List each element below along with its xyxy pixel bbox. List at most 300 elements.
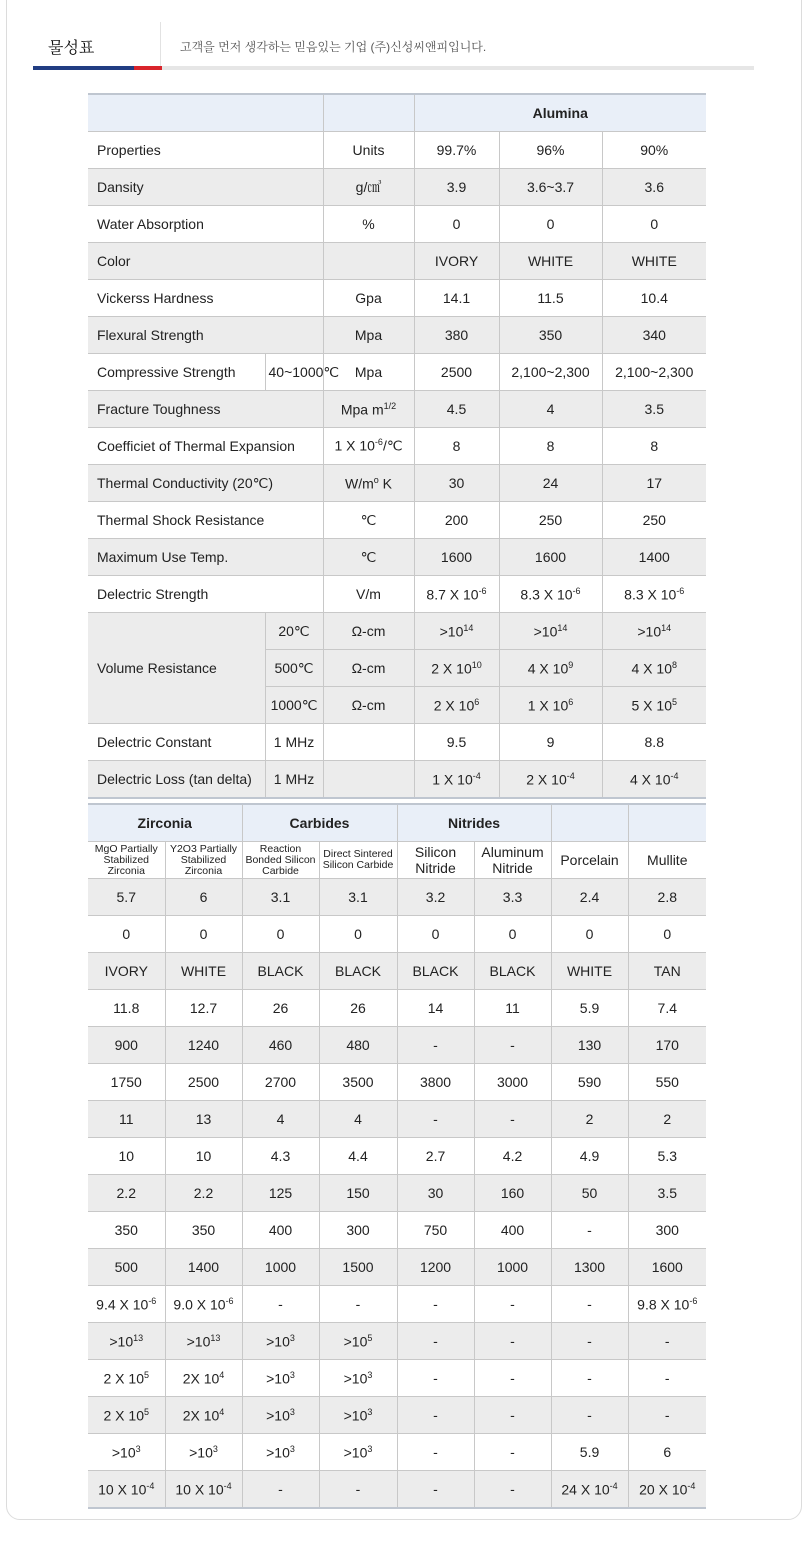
table-row <box>88 761 706 799</box>
value-cell <box>628 1471 706 1509</box>
cell-text: >10 <box>109 1333 134 1350</box>
cell-text: - <box>510 1037 515 1053</box>
value-cell <box>242 1175 319 1212</box>
cell-text: 2.7 <box>425 1148 446 1164</box>
cell-text: Flexural Strength <box>97 327 204 343</box>
cell-text-tail: /℃ <box>382 437 403 454</box>
value-cell <box>551 990 628 1027</box>
unit-cell <box>323 576 414 613</box>
value-cell <box>474 990 551 1027</box>
cell-superscript: 3 <box>289 1332 295 1343</box>
cell-text: 250 <box>538 512 563 528</box>
cell-text: Delectric Constant <box>97 734 212 750</box>
cell-text: 9.8 X 10 <box>637 1296 690 1313</box>
cell-text: Ω-cm <box>351 623 386 639</box>
cell-text: 2X 10 <box>182 1407 220 1424</box>
value-cell <box>414 428 499 465</box>
table-row <box>88 1064 706 1101</box>
cell-text: >10 <box>266 1370 290 1387</box>
material-subheader <box>165 842 242 879</box>
cell-text: 11.5 <box>537 290 564 306</box>
value-cell <box>602 724 706 761</box>
unit-cell <box>323 132 414 169</box>
material-subheader <box>319 842 397 879</box>
value-cell <box>628 1101 706 1138</box>
unit-cell <box>323 724 414 761</box>
cell-superscript: o <box>373 474 379 485</box>
value-cell <box>499 576 602 613</box>
cell-superscript: 6 <box>474 696 480 707</box>
value-cell <box>499 539 602 576</box>
cell-text: 5.9 <box>579 1000 600 1016</box>
value-cell <box>242 1212 319 1249</box>
cell-text: 5.3 <box>657 1148 677 1164</box>
cell-text: 2 X 10 <box>103 1370 144 1387</box>
cell-text: 500℃ <box>274 659 314 676</box>
cell-text: - <box>587 1296 592 1312</box>
value-cell <box>499 724 602 761</box>
value-cell <box>165 953 242 990</box>
cell-text: - <box>587 1370 592 1386</box>
value-cell <box>242 953 319 990</box>
value-cell <box>602 576 706 613</box>
group-header-alumina <box>414 94 706 132</box>
cell-text: 8 <box>650 438 659 454</box>
value-cell <box>628 916 706 953</box>
value-cell <box>414 354 499 391</box>
cell-text: 2,100~2,300 <box>615 364 694 380</box>
value-cell <box>602 317 706 354</box>
value-cell <box>397 1064 474 1101</box>
cell-text: 10 <box>195 1148 212 1164</box>
value-cell <box>499 650 602 687</box>
temperature-cell <box>265 687 323 724</box>
value-cell <box>165 1286 242 1323</box>
value-cell <box>551 1175 628 1212</box>
company-tagline: 고객을 먼저 생각하는 믿음있는 기업 (주)신성씨앤피입니다. <box>180 40 487 54</box>
value-cell <box>165 1101 242 1138</box>
cell-text: 4.2 <box>502 1148 523 1164</box>
cell-superscript: 14 <box>661 622 672 633</box>
value-cell <box>551 1397 628 1434</box>
cell-text: - <box>433 1407 438 1423</box>
cell-text: 1000 <box>496 1259 529 1275</box>
property-label <box>88 132 323 169</box>
cell-text: 125 <box>268 1185 293 1201</box>
value-cell <box>551 1249 628 1286</box>
cell-text: WHITE <box>566 963 613 979</box>
cell-text: 1240 <box>187 1037 220 1053</box>
cell-text: 3.5 <box>644 401 664 417</box>
value-cell <box>242 879 319 916</box>
table-row <box>88 169 706 206</box>
property-label <box>88 354 265 391</box>
cell-text: Alumina <box>532 105 588 121</box>
value-cell <box>319 1175 397 1212</box>
alumina-properties-table <box>88 93 706 799</box>
cell-text: 6 <box>663 1444 672 1460</box>
cell-text: Volume Resistance <box>97 660 217 676</box>
value-cell <box>628 1397 706 1434</box>
table-row <box>88 391 706 428</box>
value-cell <box>165 1212 242 1249</box>
unit-cell <box>323 206 414 243</box>
value-cell <box>474 1397 551 1434</box>
value-cell <box>602 428 706 465</box>
cell-text: BLACK <box>257 963 304 979</box>
table-row <box>88 428 706 465</box>
cell-text: IVORY <box>104 963 148 979</box>
value-cell <box>88 916 165 953</box>
table-header-row <box>88 94 706 132</box>
page-header <box>33 22 754 70</box>
value-cell <box>551 1138 628 1175</box>
value-cell <box>474 1138 551 1175</box>
cell-text: 17 <box>646 475 663 491</box>
underline-red <box>134 66 162 70</box>
property-label <box>88 576 323 613</box>
cell-text: - <box>510 1333 515 1349</box>
value-cell <box>628 1212 706 1249</box>
cell-text: - <box>278 1481 283 1497</box>
value-cell <box>319 1434 397 1471</box>
cell-text: Delectric Loss (tan delta) <box>97 771 252 787</box>
cell-text: - <box>664 1333 670 1349</box>
cell-text: >10 <box>266 1333 290 1350</box>
value-cell <box>414 687 499 724</box>
cell-text: 3.1 <box>270 889 291 905</box>
value-cell <box>414 539 499 576</box>
value-cell <box>319 1212 397 1249</box>
value-cell <box>397 1249 474 1286</box>
cell-text: 2.2 <box>193 1185 214 1201</box>
group-header-zirconia <box>88 804 242 842</box>
value-cell <box>397 1027 474 1064</box>
cell-text: Properties <box>97 142 161 158</box>
table-row <box>88 1471 706 1509</box>
table-row <box>88 953 706 990</box>
value-cell <box>242 1360 319 1397</box>
value-cell <box>165 1323 242 1360</box>
cell-text: 1 X 10 <box>334 437 375 454</box>
cell-text: 2.2 <box>116 1185 136 1201</box>
cell-superscript: -4 <box>609 1480 618 1491</box>
cell-text: 1600 <box>534 549 567 565</box>
cell-text: 0 <box>663 926 672 942</box>
cell-text: Ω-cm <box>351 697 386 713</box>
value-cell <box>242 1064 319 1101</box>
table-row <box>88 576 706 613</box>
cell-text: 1750 <box>110 1074 142 1090</box>
value-cell <box>165 1064 242 1101</box>
value-cell <box>628 1286 706 1323</box>
cell-text: 170 <box>655 1037 679 1053</box>
value-cell <box>242 1434 319 1471</box>
cell-text: 1000 <box>264 1259 297 1275</box>
cell-text: 8.7 X 10 <box>426 586 479 603</box>
value-cell <box>551 953 628 990</box>
cell-text: 1 MHz <box>273 734 315 750</box>
table-row <box>88 1027 706 1064</box>
group-header-carbides <box>242 804 397 842</box>
cell-text: 0 <box>585 926 594 942</box>
value-cell <box>414 761 499 799</box>
cell-text: - <box>510 1444 515 1460</box>
cell-text: 300 <box>346 1222 370 1238</box>
cell-text: % <box>362 216 375 232</box>
temperature-cell <box>265 613 323 650</box>
cell-text: 200 <box>444 512 469 528</box>
cell-text: 550 <box>655 1074 679 1090</box>
cell-superscript: -6 <box>689 1295 698 1306</box>
cell-text: 24 <box>542 475 559 491</box>
cell-text: >10 <box>186 1333 211 1350</box>
cell-text: >10 <box>266 1407 290 1424</box>
unit-cell <box>323 502 414 539</box>
cell-text: 0 <box>546 216 555 232</box>
cell-text: 1400 <box>638 549 670 565</box>
cell-text: 900 <box>114 1037 138 1053</box>
cell-text: 0 <box>122 926 131 942</box>
underline-blue <box>33 66 134 70</box>
value-cell <box>602 354 706 391</box>
value-cell <box>319 1471 397 1509</box>
cell-text: 1 MHz <box>273 771 315 787</box>
value-cell <box>602 502 706 539</box>
cell-text: 0 <box>354 926 362 942</box>
table-row <box>88 502 706 539</box>
value-cell <box>499 243 602 280</box>
value-cell <box>88 953 165 990</box>
table-row <box>88 879 706 916</box>
table-row <box>88 990 706 1027</box>
value-cell <box>628 879 706 916</box>
cell-text: 1300 <box>573 1259 606 1275</box>
cell-text: ℃ <box>360 548 377 565</box>
cell-text: 24 X 10 <box>561 1481 610 1498</box>
cell-text: 300 <box>655 1222 679 1238</box>
cell-text: 2 <box>663 1111 672 1127</box>
cell-text: ℃ <box>360 511 377 528</box>
table-row <box>88 1323 706 1360</box>
cell-text: MgO Partially Stabilized Zirconia <box>94 842 158 877</box>
cell-text: WHITE <box>180 963 227 979</box>
cell-text: 400 <box>500 1222 525 1238</box>
value-cell <box>397 1286 474 1323</box>
cell-text: 50 <box>581 1185 598 1201</box>
material-subheader <box>474 842 551 879</box>
value-cell <box>474 1286 551 1323</box>
value-cell <box>551 879 628 916</box>
cell-text: 14.1 <box>442 290 471 306</box>
cell-text: - <box>433 1296 438 1312</box>
value-cell <box>551 1434 628 1471</box>
value-cell <box>88 1138 165 1175</box>
value-cell <box>551 1064 628 1101</box>
cell-superscript: 3 <box>367 1406 373 1417</box>
value-cell <box>319 916 397 953</box>
value-cell <box>414 650 499 687</box>
value-cell <box>628 953 706 990</box>
value-cell <box>319 1360 397 1397</box>
table-row <box>88 916 706 953</box>
value-cell <box>319 1138 397 1175</box>
value-cell <box>499 132 602 169</box>
table-row <box>88 465 706 502</box>
cell-text: Thermal Conductivity (20℃) <box>97 474 273 491</box>
cell-text: BLACK <box>489 963 536 979</box>
value-cell <box>88 1397 165 1434</box>
table-row <box>88 613 706 650</box>
value-cell <box>242 1138 319 1175</box>
value-cell <box>242 1397 319 1434</box>
cell-text: 3.2 <box>425 889 446 905</box>
value-cell <box>242 1249 319 1286</box>
value-cell <box>628 1138 706 1175</box>
value-cell <box>628 990 706 1027</box>
value-cell <box>602 132 706 169</box>
value-cell <box>88 1323 165 1360</box>
cell-superscript: 3 <box>367 1369 373 1380</box>
value-cell <box>414 391 499 428</box>
unit-cell <box>323 169 414 206</box>
cell-text: 30 <box>427 1185 444 1201</box>
value-cell <box>602 391 706 428</box>
cell-text: 9.0 X 10 <box>173 1296 226 1313</box>
cell-superscript: 5 <box>671 696 677 707</box>
table-row <box>88 539 706 576</box>
table-subheader-row <box>88 842 706 879</box>
value-cell <box>602 650 706 687</box>
value-cell <box>88 1064 165 1101</box>
cell-text: 4 <box>276 1111 285 1127</box>
value-cell <box>602 169 706 206</box>
value-cell <box>414 613 499 650</box>
cell-text: 90% <box>640 142 669 158</box>
value-cell <box>319 1323 397 1360</box>
value-cell <box>602 613 706 650</box>
unit-cell <box>323 687 414 724</box>
header-blank <box>323 94 414 132</box>
cell-text: - <box>433 1111 438 1127</box>
cell-text: 5.9 <box>579 1444 600 1460</box>
value-cell <box>397 953 474 990</box>
value-cell <box>242 916 319 953</box>
cell-text: 1200 <box>419 1259 452 1275</box>
value-cell <box>319 1249 397 1286</box>
cell-text: 2 X 10 <box>526 771 567 788</box>
cell-text: WHITE <box>631 253 677 269</box>
cell-text: 480 <box>346 1037 370 1053</box>
property-label <box>88 280 323 317</box>
table-row <box>88 1286 706 1323</box>
value-cell <box>499 428 602 465</box>
cell-text: 4.4 <box>348 1148 368 1164</box>
cell-text: 13 <box>195 1111 212 1127</box>
value-cell <box>628 1064 706 1101</box>
cell-text: Vickerss Hardness <box>97 290 214 306</box>
value-cell <box>474 1101 551 1138</box>
cell-text: Dansity <box>97 179 144 195</box>
cell-text: - <box>433 1333 438 1349</box>
cell-text: - <box>510 1296 515 1312</box>
cell-text: 2.4 <box>579 889 600 905</box>
cell-text: 10.4 <box>640 290 668 306</box>
property-label <box>88 317 323 354</box>
cell-text: Aluminum Nitride <box>481 844 544 876</box>
value-cell <box>88 1212 165 1249</box>
cell-text: 340 <box>642 327 666 343</box>
cell-text: 350 <box>191 1222 216 1238</box>
value-cell <box>88 879 165 916</box>
cell-text: - <box>355 1296 361 1312</box>
cell-text: 5 X 10 <box>631 697 672 714</box>
value-cell <box>474 1471 551 1509</box>
cell-superscript: 8 <box>671 659 677 670</box>
value-cell <box>474 953 551 990</box>
cell-text: 4 X 10 <box>527 660 569 677</box>
cell-superscript: 3 <box>212 1443 218 1454</box>
value-cell <box>397 1434 474 1471</box>
value-cell <box>551 1471 628 1509</box>
cell-text: 350 <box>114 1222 138 1238</box>
cell-text: 160 <box>500 1185 525 1201</box>
value-cell <box>165 1471 242 1509</box>
cell-text: 8 <box>452 438 461 454</box>
cell-text: Delectric Strength <box>97 586 209 602</box>
cell-text: 250 <box>642 512 666 528</box>
cell-superscript: 9 <box>568 659 574 670</box>
value-cell <box>474 879 551 916</box>
cell-text: 4.5 <box>446 401 467 417</box>
unit-cell <box>323 280 414 317</box>
cell-text: 96% <box>536 142 565 158</box>
cell-text: - <box>510 1111 515 1127</box>
group-header-nitrides <box>397 804 551 842</box>
value-cell <box>474 1212 551 1249</box>
cell-superscript: 13 <box>210 1332 221 1343</box>
value-cell <box>499 354 602 391</box>
cell-text: 3.1 <box>348 889 368 905</box>
cell-text: 10 X 10 <box>175 1481 224 1498</box>
value-cell <box>602 206 706 243</box>
value-cell <box>474 1323 551 1360</box>
value-cell <box>474 1360 551 1397</box>
cell-text: 2 X 10 <box>103 1407 144 1424</box>
table-row <box>88 1101 706 1138</box>
table-row <box>88 132 706 169</box>
cell-text: 4 <box>354 1111 362 1127</box>
value-cell <box>602 761 706 799</box>
cell-superscript: 5 <box>367 1332 373 1343</box>
cell-text: 8.3 X 10 <box>520 586 573 603</box>
cell-text: 11 <box>505 1000 520 1016</box>
cell-text: Mpa <box>354 364 383 380</box>
cell-superscript: 3 <box>135 1443 141 1454</box>
cell-text: 4 <box>546 401 555 417</box>
cell-text: 2 X 10 <box>431 660 472 677</box>
cell-text: 2500 <box>187 1074 220 1090</box>
value-cell <box>397 1138 474 1175</box>
cell-text: 3000 <box>496 1074 529 1090</box>
cell-text: >10 <box>189 1444 213 1461</box>
property-label <box>88 428 323 465</box>
cell-text: 3500 <box>342 1074 374 1090</box>
cell-text: Nitrides <box>447 815 501 831</box>
cell-text: 11 <box>118 1111 134 1127</box>
value-cell <box>397 990 474 1027</box>
cell-text: 3.3 <box>502 889 523 905</box>
